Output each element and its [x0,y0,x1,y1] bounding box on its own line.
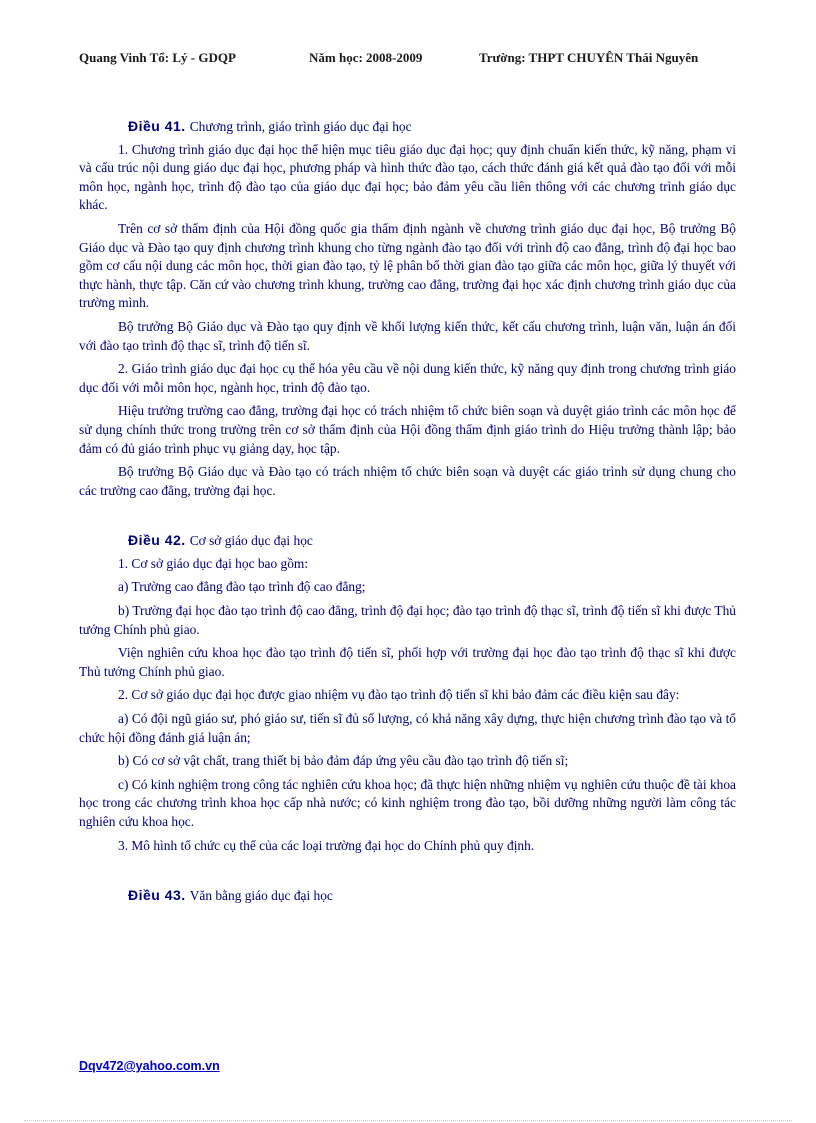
paragraph: 2. Cơ sở giáo dục đại học được giao nhiệm vụ đào tạo trình độ tiến sĩ khi bảo đảm các điều kiện sau đây: [118,687,680,703]
document-body [79,117,736,910]
paragraph: b) Trường đại học đào tạo trình độ cao đẳng, trình độ đại học; đào tạo trình độ thạc sĩ, trình độ tiến sĩ khi được Thủ tướng Chính phủ giao. [79,603,736,637]
paragraph: a) Trường cao đẳng đào tạo trình độ cao đẳng; [118,579,366,595]
article-43-heading [128,886,736,906]
page-bottom-divider [24,1120,792,1121]
header-author: Quang Vinh Tổ: Lý - GDQP [79,50,236,65]
article-number: Điều 41. [128,118,186,134]
paragraph: c) Có kinh nghiệm trong công tác nghiên cứu khoa học; đã thực hiện những nhiệm vụ nghiên cứu thuộc đề tài khoa học trong các chương trình khoa học cấp nhà nước; có kinh nghiệm trong đào tạo, bồi dưỡng những người làm công tác nghiên cứu khoa học. [79,776,736,829]
section-spacer [79,505,736,531]
section-spacer [79,860,736,886]
paragraph: Trên cơ sở thẩm định của Hội đồng quốc gia thẩm định ngành về chương trình giáo dục đại học, Bộ trưởng Bộ Giáo dục và Đào tạo quy định chương trình khung cho từng ngành đào tạo đối với trình độ cao đẳng, trình độ đại học bao gồm cơ cấu nội dung các môn học, thời gian đào tạo, tỷ lệ phân bổ thời gian đào tạo giữa các môn học, giữa lý thuyết với thực hành, thực tập. Căn cứ vào chương trình khung, trường cao đẳng, trường đại học xác định chương trình giáo dục của trường mình. [79,220,736,311]
footer-email-link[interactable]: Dqv472@yahoo.com.vn [79,1059,220,1073]
paragraph: Bộ trưởng Bộ Giáo dục và Đào tạo có trách nhiệm tổ chức biên soạn và duyệt các giáo trình sử dụng chung cho các trường cao đẳng, trường đại học. [79,464,736,498]
article-number: Điều 42. [128,532,186,549]
paragraph: 1. Chương trình giáo dục đại học thể hiện mục tiêu giáo dục đại học; quy định chuẩn kiến thức, kỹ năng, phạm vi và cấu trúc nội dung giáo dục đại học, phương pháp và hình thức đào tạo, cách thức đánh giá kết quả đào tạo đối với mỗi môn học, ngành học, trình độ đào tạo của giáo dục đại học; bảo đảm yêu cầu liên thông với các chương trình giáo dục khác. [79,141,736,213]
paragraph: Viện nghiên cứu khoa học đào tạo trình độ tiến sĩ, phối hợp với trường đại học đào tạo trình độ thạc sĩ khi được Thủ tướng Chính phủ giao. [79,645,736,679]
paragraph: Hiệu trưởng trường cao đẳng, trường đại học có trách nhiệm tổ chức biên soạn và duyệt giáo trình các môn học để sử dụng chính thức trong trường trên cơ sở thẩm định của Hội đồng thẩm định giáo trình do Hiệu trưởng thành lập; bảo đảm có đủ giáo trình phục vụ giảng dạy, học tập. [79,403,736,456]
article-number: Điều 43. [128,887,186,904]
paragraph: b) Có cơ sở vật chất, trang thiết bị bảo đảm đáp ứng yêu cầu đào tạo trình độ tiến sĩ; [118,753,569,769]
paragraph: Bộ trưởng Bộ Giáo dục và Đào tạo quy định về khối lượng kiến thức, kết cấu chương trình, luận văn, luận án đối với đào tạo trình độ thạc sĩ, trình độ tiến sĩ. [79,318,736,353]
article-title: Chương trình, giáo trình giáo dục đại học [189,119,412,134]
article-42-heading [128,531,736,551]
article-41-heading [128,117,736,137]
paragraph: a) Có đội ngũ giáo sư, phó giáo sư, tiến sĩ đủ số lượng, có khả năng xây dựng, thực hiện chương trình đào tạo và tổ chức hội đồng đánh giá luận án; [79,711,736,745]
header-school-year: Năm học: 2008-2009 [309,50,423,65]
paragraph: 1. Cơ sở giáo dục đại học bao gồm: [118,555,309,571]
header-school: Trường: THPT CHUYÊN Thái Nguyên [479,50,699,65]
paragraph: 2. Giáo trình giáo dục đại học cụ thể hóa yêu cầu về nội dung kiến thức, kỹ năng quy định trong chương trình giáo dục đối với mỗi môn học, ngành học, trình độ đào tạo. [79,361,736,395]
paragraph: 3. Mô hình tổ chức cụ thể của các loại trường đại học do Chính phủ quy định. [118,837,535,853]
article-title: Cơ sở giáo dục đại học [189,533,313,549]
article-title: Văn bằng giáo dục đại học [189,888,333,904]
